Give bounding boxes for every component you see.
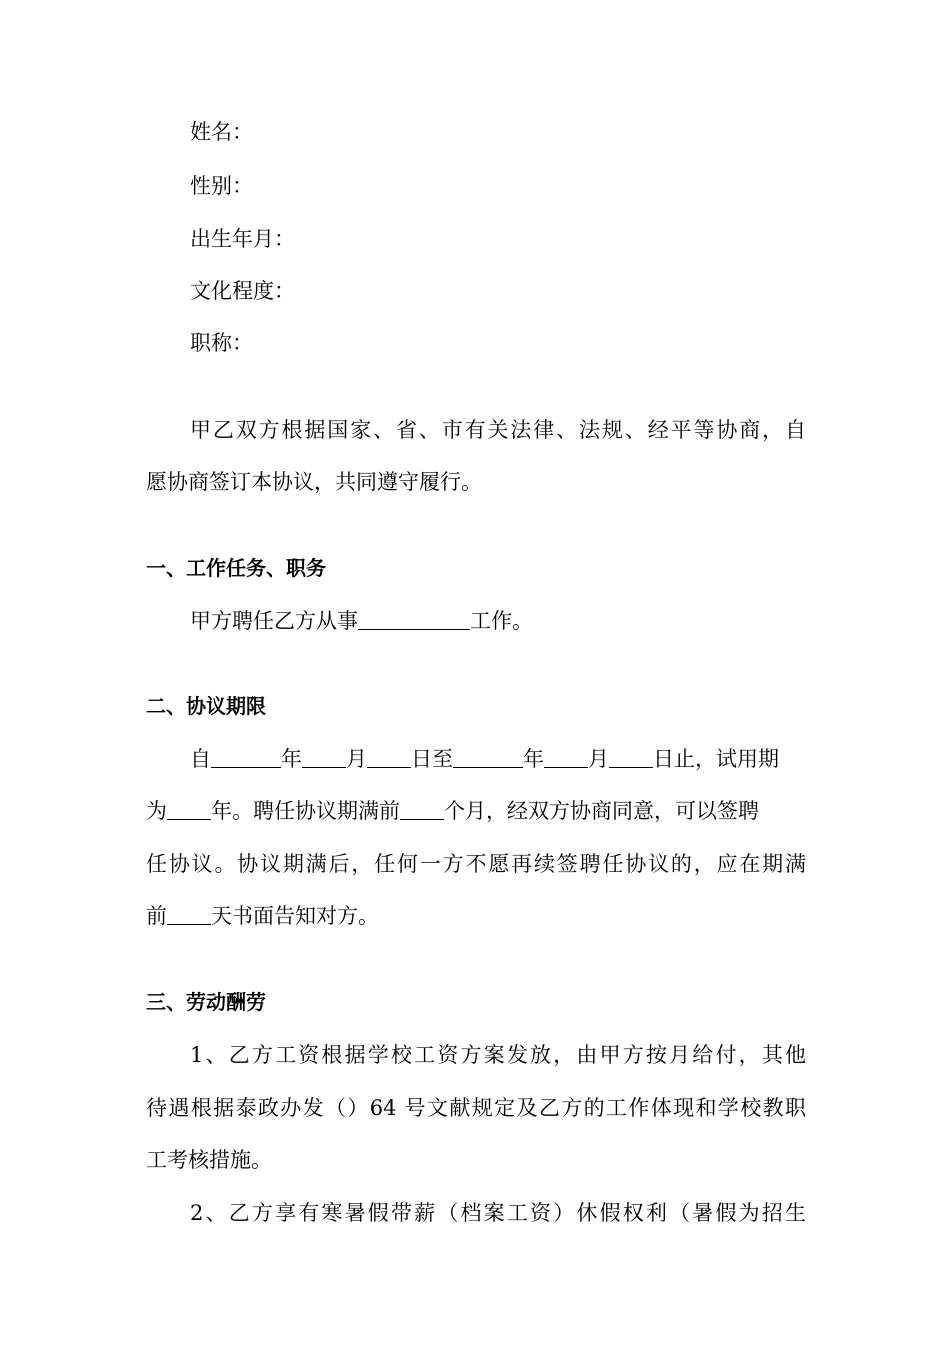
term-text: 自 — [190, 747, 211, 771]
term-text: 月 — [588, 747, 609, 771]
term-text: 年 — [523, 747, 544, 771]
start-day-blank — [367, 747, 411, 768]
term-text: 年。聘任协议期满前 — [211, 799, 400, 823]
term-text: 个月，经双方协商同意，可以签聘 — [444, 799, 759, 823]
section-1-text-after: 工作。 — [470, 609, 533, 633]
pay-item-1-line-2: 待遇根据泰政办发（）64 号文献规定及乙方的工作体现和学校教职 — [146, 1096, 806, 1120]
term-text: 日至 — [411, 747, 453, 771]
section-3-heading: 三、劳动酬劳 — [146, 990, 266, 1014]
section-1-heading: 一、工作任务、职务 — [146, 556, 326, 580]
term-text: 天书面告知对方。 — [211, 904, 379, 928]
pay-item-1-line-1: 1、乙方工资根据学校工资方案发放，由甲方按月给付，其他 — [190, 1043, 806, 1067]
job-blank — [358, 609, 470, 630]
field-birth-label: 出生年月： — [190, 227, 295, 251]
term-text: 为 — [146, 799, 167, 823]
field-education-label: 文化程度： — [190, 279, 295, 303]
term-line-1 — [190, 745, 850, 773]
intro-line-1: 甲乙双方根据国家、省、市有关法律、法规、经平等协商，自 — [190, 418, 806, 442]
end-year-blank — [453, 747, 523, 768]
section-1-text-before: 甲方聘任乙方从事 — [190, 609, 358, 633]
term-text: 年 — [281, 747, 302, 771]
probation-years-blank — [167, 799, 211, 820]
notice-days-blank — [167, 904, 211, 925]
end-day-blank — [609, 747, 653, 768]
pay-item-1-line-3: 工考核措施。 — [146, 1148, 272, 1172]
field-gender-label: 性别： — [190, 174, 253, 198]
field-name-label: 姓名： — [190, 120, 253, 144]
start-month-blank — [302, 747, 346, 768]
term-text: 月 — [346, 747, 367, 771]
section-2-heading: 二、协议期限 — [146, 694, 266, 718]
term-line-4 — [146, 902, 806, 930]
renewal-months-blank — [400, 799, 444, 820]
end-month-blank — [544, 747, 588, 768]
pay-item-2-line-1: 2、乙方享有寒暑假带薪（档案工资）休假权利（暑假为招生 — [190, 1201, 806, 1225]
term-text: 前 — [146, 904, 167, 928]
start-year-blank — [211, 747, 281, 768]
section-1-text — [190, 607, 850, 635]
field-title-label: 职称： — [190, 331, 253, 355]
term-line-2 — [146, 797, 806, 825]
term-text: 日止，试用期 — [653, 747, 779, 771]
term-line-3: 任协议。协议期满后，任何一方不愿再续签聘任协议的，应在期满 — [146, 852, 806, 876]
intro-line-2: 愿协商签订本协议，共同遵守履行。 — [146, 470, 482, 494]
